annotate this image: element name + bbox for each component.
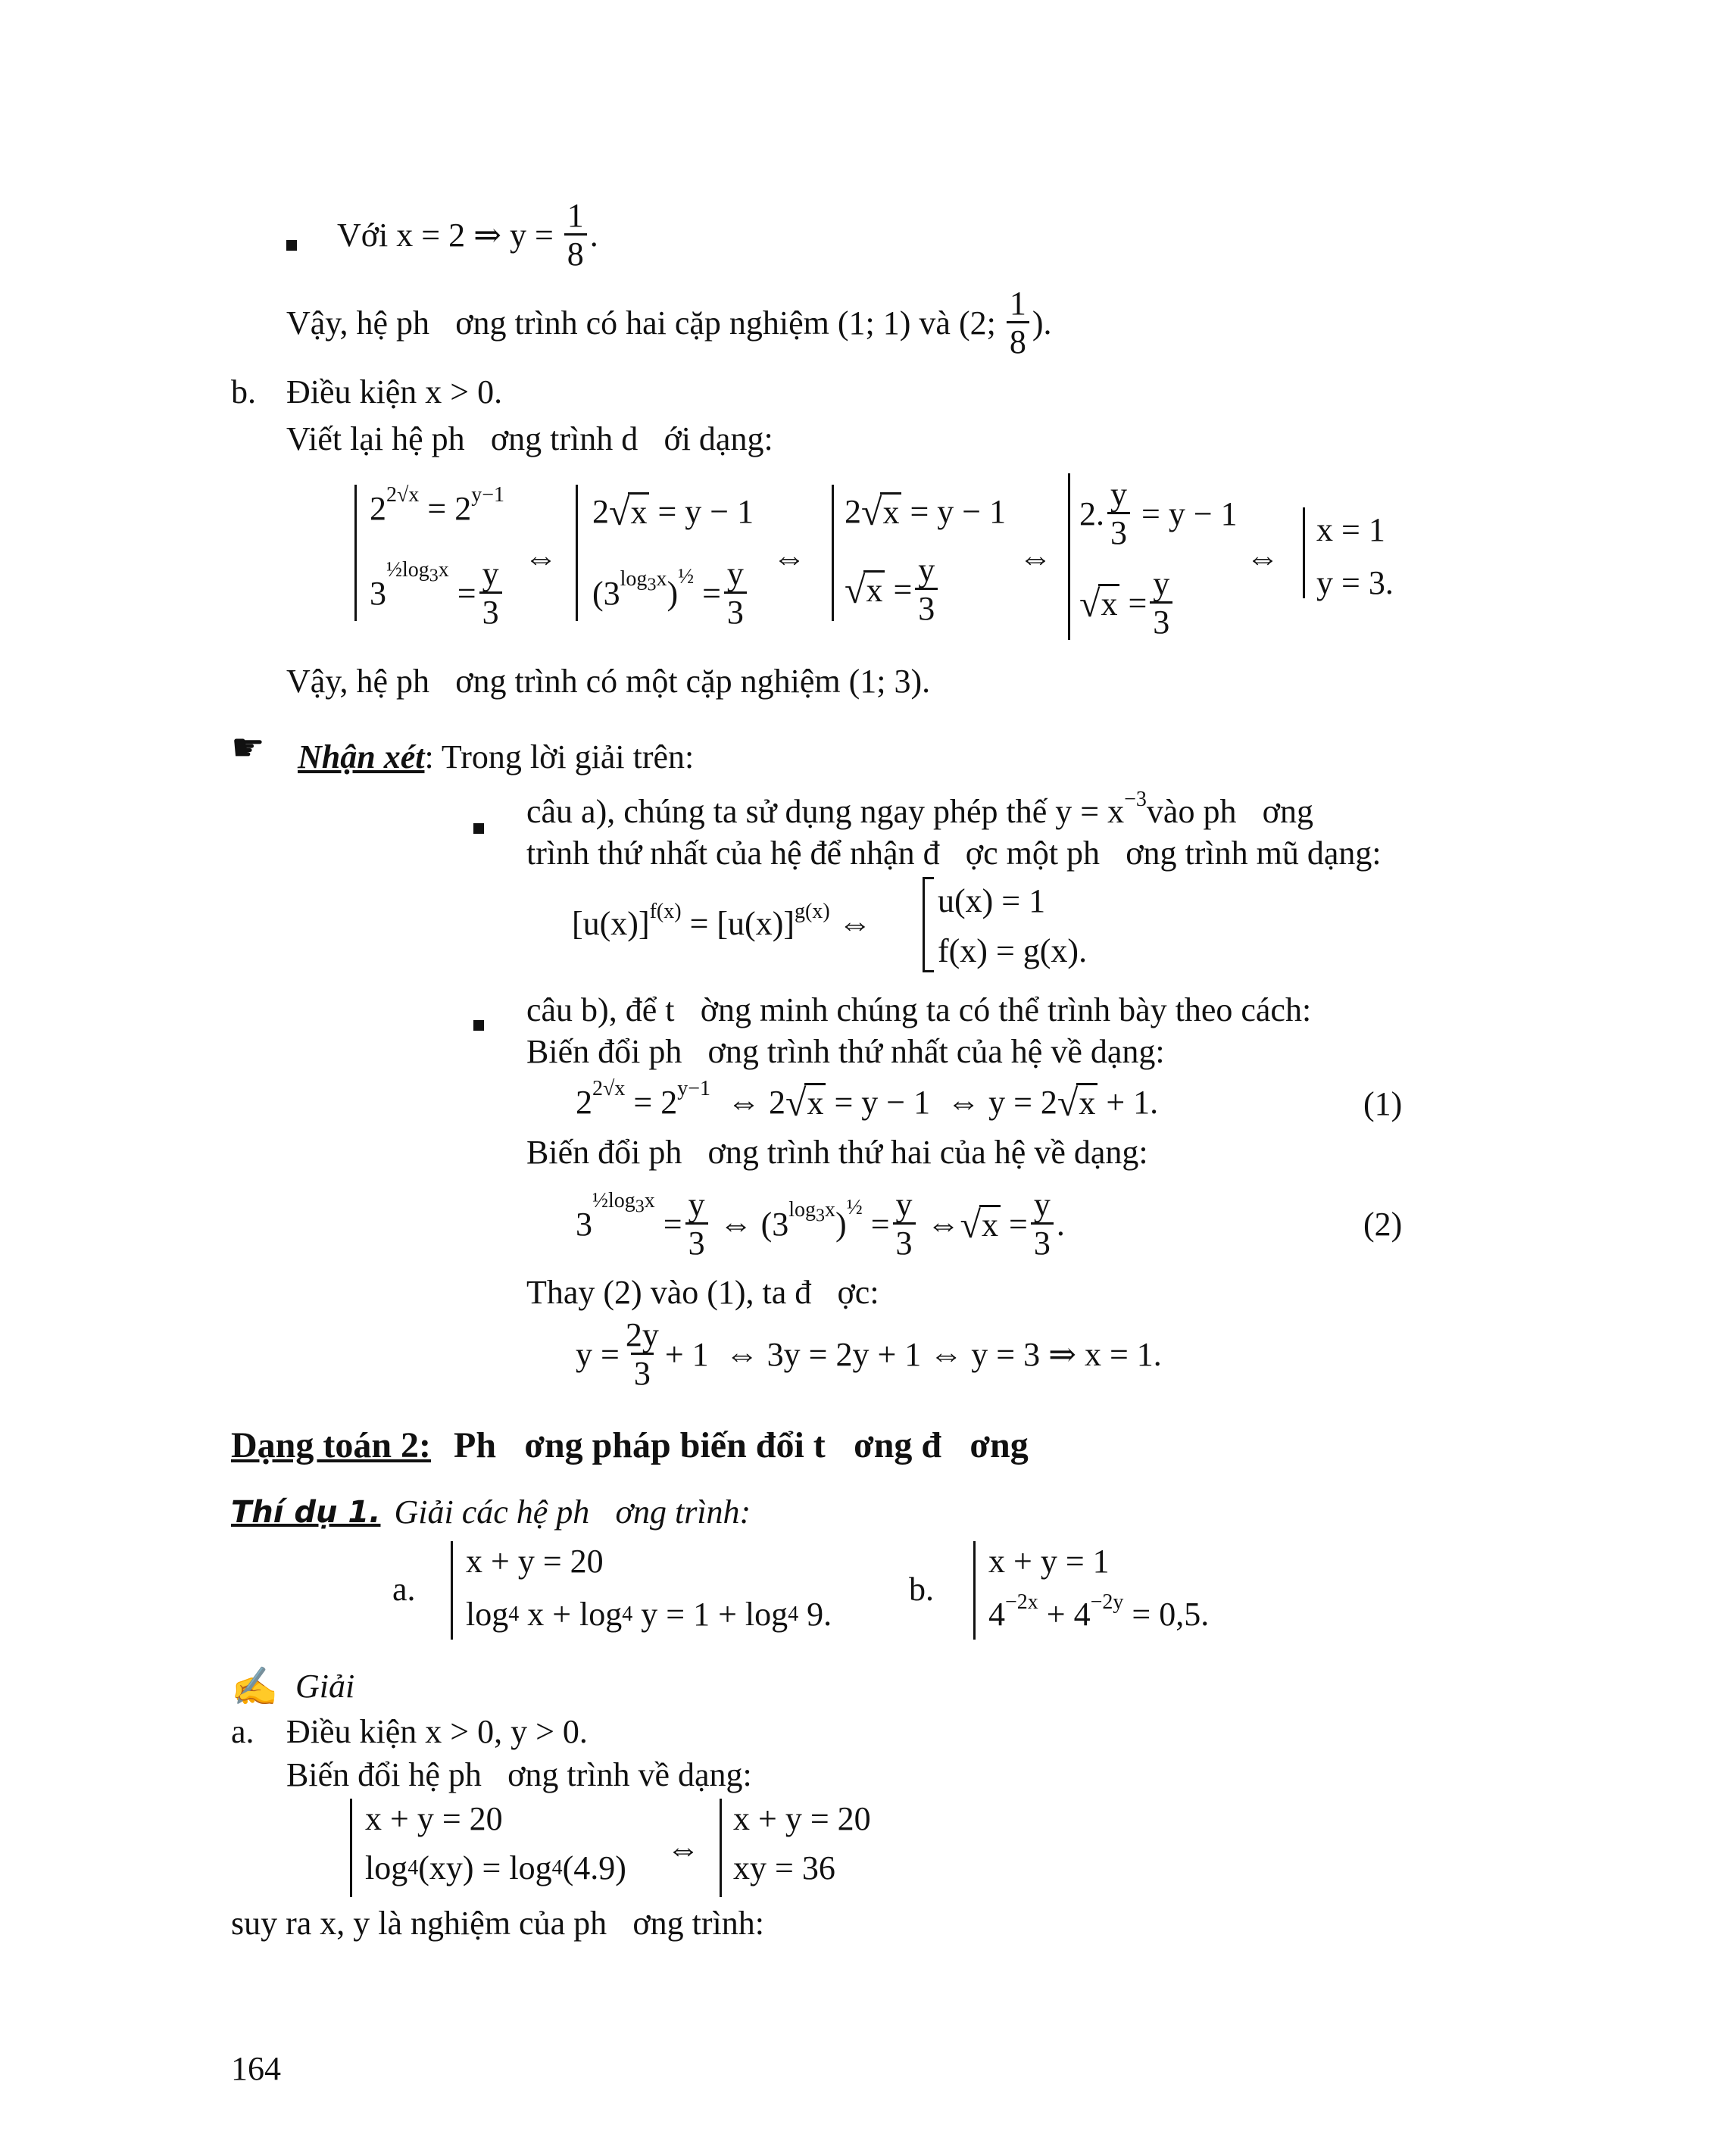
text: Vậy, hệ ph ơng trình có hai cặp nghiệm (1; 1) và (2; [286,304,996,342]
solution-label: Giải [295,1668,355,1705]
bullet [473,1003,484,1037]
item-label: a. [231,1713,254,1750]
pointing-hand-icon: ☛ [231,726,265,769]
text: Thay (2) vào (1), ta đ ợc: [526,1274,879,1311]
item-label: b. [909,1571,934,1608]
page-number: 164 [231,2050,281,2087]
remark-a-line1: câu a), chúng ta sử dụng ngay phép thế y = x $^{-3}$ vào ph ơng [526,788,1313,830]
brace [451,1541,453,1640]
bullet [286,223,297,257]
system-sol2-eq2: xy = 36 [733,1849,835,1886]
text: Biến đổi ph ơng trình thứ hai của hệ về dạng: [526,1134,1148,1171]
bullet [473,807,484,840]
system-sol2-eq1: x + y = 20 [733,1800,871,1837]
section-heading: Dạng toán 2: Ph ơng pháp biến đổi t ơng đ ơng [231,1425,1029,1465]
pen-icon: ✍ [231,1665,279,1708]
item-label: b. [231,373,256,410]
document-page: Với x = 2 ⇒ y = $\frac{1}{8}$ . Vậy, hệ ph ơng trình có hai cặp nghiệm (1; 1) và (2; $\frac{1}{8}$ ). b. Điều kiện x > 0. Viết lại hệ ph ơng trình d ới dạng: 2 $^{2√x}$ = 2 $^{y-1}$ 3 $^{\frac{1}{2}log_3 x}$ = $\frac{y}{3}$ ⇔ 2 √ x = y − 1 (3 $^{log_3 x}$ ) $^{\frac{1}{2}}$ = $\frac{y}{3}$ ⇔ 2 √ x = y − 1 √ x = $\frac{y}{3}$ ⇔ 2. $\frac{y}{3}$ = y − 1 √ x = $\frac{y}{3}$ ⇔ x = 1 y = 3 . Vậy, hệ ph ơng trình có một cặp nghiệm (1; 3). ☛ Nhận xét : Trong lời giải trên: câu a), chúng ta sử dụng ngay phép thế y = x $^{-3}$ vào ph ơng trình thứ nhất của hệ để nhận đ ợc một ph ơng trình mũ dạng: [u(x)] $^{f(x)}$ = [u(x)] $^{g(x)}$ ⇔ u(x) = 1 f(x) = g(x) . câu b), để t ờng minh chúng ta có thể trình bày theo cách: Biến đổi ph ơng trình thứ nhất của hệ về dạng: 2 $^{2√x}$ = 2 $^{y-1}$ ⇔ 2 √ x = y − 1 ⇔ y = 2 √ x + 1. (1) Biến đổi ph ơng trình thứ hai của hệ về dạng: 3 $^{\frac{1}{2}log_3 x}$ = $\frac{y}{3}$ ⇔ (3 $^{log_3 x}$ ) $^{\frac{1}{2}}$ = $\frac{y}{3}$ ⇔ √ x = $\frac{y}{3}$ . (2) Thay (2) vào (1), ta đ ợc: y = $\frac{2y}{3}$ + 1 ⇔ 3y = 2y + 1 ⇔ y = 3 ⇒ x = 1. Dạng toán 2: Ph ơng pháp biến đổi t ơng đ ơng Thí dụ 1. Giải các hệ ph ơng trình: a. x + y = 20 log 4 x + log 4 y = 1 + log 4 9 . b. x + y = 1 4 $^{-2x}$ + 4 $^{-2y}$ = 0,5 . ✍ Giải a. Điều kiện x > 0, y > 0. Biến đổi hệ ph ơng trình về dạng: x + y = 20 log 4 (xy) = log 4 (4.9) ⇔ x + y = 20 xy = 36 suy ra x, y là nghiệm của ph ơng trình: 164 [231,197,1403,2087]
brace [973,1541,976,1640]
example-heading: Thí dụ 1. Giải các hệ ph ơng trình: [231,1493,751,1531]
equation-label: (2) [1363,1206,1403,1243]
text: Điều kiện x > 0, y > 0. [286,1713,588,1750]
brace [720,1799,722,1897]
text: Điều kiện x > 0. [286,373,503,410]
text: suy ra x, y là nghiệm của ph ơng trình: [231,1905,764,1942]
system-a-eq1: x + y = 20 [466,1543,604,1580]
text: Với x = 2 ⇒ y = [337,216,554,254]
brace [350,1799,352,1897]
text: trình thứ nhất của hệ để nhận đ ợc một ph ơng trình mũ dạng: [526,835,1382,872]
text: Vậy, hệ ph ơng trình có một cặp nghiệm (1; 3). [286,663,931,700]
system-sol-eq1: x + y = 20 [365,1800,503,1837]
formula-1: 2 $^{2√x}$ = 2 $^{y-1}$ ⇔ 2 √ x = y − 1 ⇔ y = 2 √ x + 1. [576,1076,1159,1125]
system-b-eq1: x + y = 1 [988,1543,1110,1580]
text: Biến đổi ph ơng trình thứ nhất của hệ về dạng: [526,1033,1165,1070]
system-sol-eq2: log 4 (xy) = log 4 (4.9) [365,1849,626,1886]
line-x2: Với x = 2 ⇒ y = $\frac{1}{8}$ . [337,197,598,273]
text: câu b), để t ờng minh chúng ta có thể trình bày theo cách: [526,991,1312,1028]
system-b-eq2: 4 $^{-2x}$ + 4 $^{-2y}$ = 0,5 . [988,1590,1210,1633]
formula-3: y = $\frac{2y}{3}$ + 1 ⇔ 3y = 2y + 1 ⇔ y = 3 ⇒ x = 1. [576,1316,1162,1393]
equation-label: (1) [1363,1085,1403,1122]
line-conclusion-a [286,286,1051,360]
text: Biến đổi hệ ph ơng trình về dạng: [286,1756,752,1793]
text: ). [1032,304,1052,342]
fraction: $\frac{1}{8}$ [564,198,587,272]
item-label: a. [392,1571,416,1608]
remark-heading: Nhận xét : Trong lời giải trên: [298,738,695,775]
formula-2: 3 $^{\frac{1}{2}log_3 x}$ = $\frac{y}{3}$ ⇔ (3 $^{log_3 x}$ ) $^{\frac{1}{2}}$ = $\frac{y}{3}$ ⇔ √ x = $\frac{y}{3}$ . [576,1186,1065,1262]
text: Viết lại hệ ph ơng trình d ới dạng: [286,420,773,457]
fraction: $\frac{1}{8}$ [1007,286,1029,360]
system-a-eq2: log 4 x + log 4 y = 1 + log 4 9 . [466,1596,832,1633]
